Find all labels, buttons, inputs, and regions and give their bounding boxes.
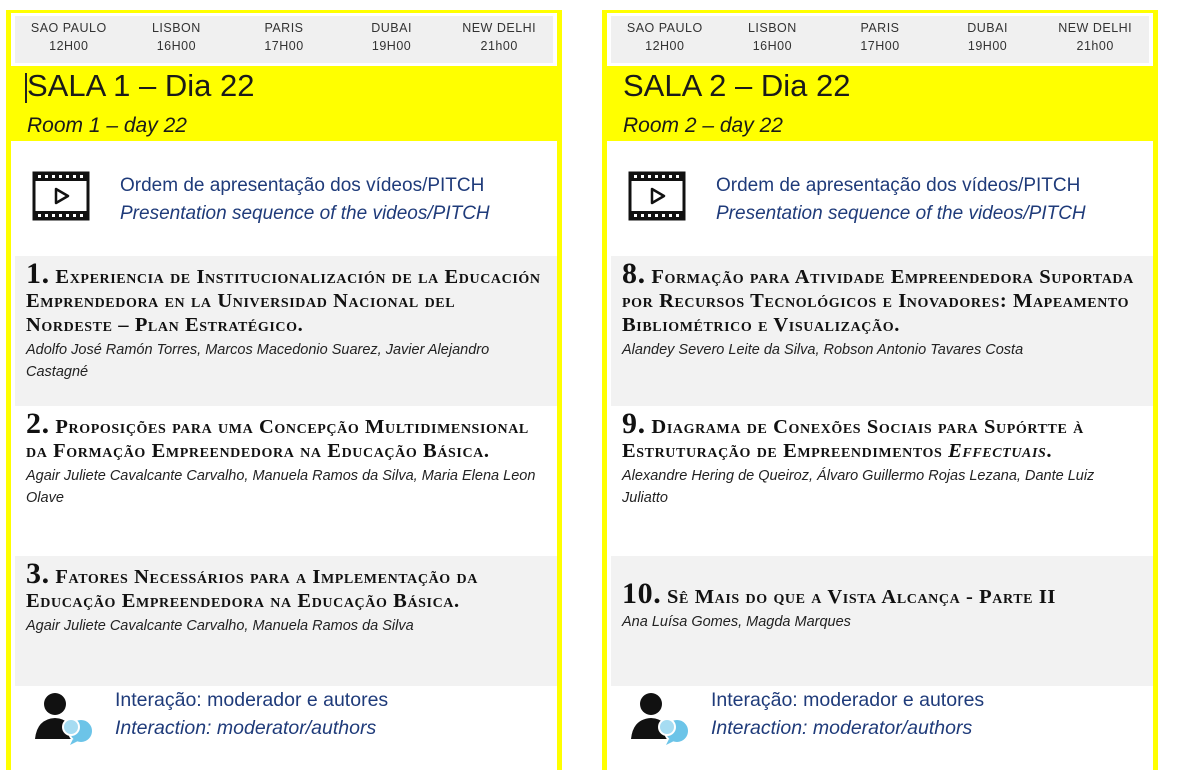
presentation-authors: Ana Luísa Gomes, Magda Marques — [622, 614, 851, 630]
presentation-item — [15, 406, 557, 556]
timezone-time: 17H00 — [264, 39, 304, 53]
presentation-number: 8. — [622, 257, 646, 290]
room-subtitle: Room 2 – day 22 — [623, 114, 783, 137]
presentation-title-text: Experiencia de Institucionalización de la Educación Emprendedora en la Universidad Nacional del Nordeste – Plan Estratégico. — [26, 266, 541, 336]
room-1-panel — [6, 10, 562, 770]
timezone-time: 16H00 — [156, 39, 197, 53]
room-subtitle: Room 1 – day 22 — [27, 114, 187, 137]
presentation-title-text: Diagrama de Conexões Sociais para Supórtte à Estruturação de Empreendimentos — [622, 416, 1084, 462]
timezone-dubai — [934, 16, 1042, 63]
room-2-panel — [602, 10, 1158, 770]
interaction-row — [607, 685, 1153, 755]
timezone-city: PARIS — [860, 21, 900, 35]
presentation-title — [26, 557, 547, 613]
presentation-number: 1. — [26, 257, 50, 290]
presentation-title-italic: Effectuais — [948, 440, 1047, 462]
presentation-title-end: . — [1046, 440, 1053, 462]
interaction-en: Interaction: moderator/authors — [711, 717, 973, 739]
presentation-number: 3. — [26, 557, 50, 590]
presentation-item — [611, 256, 1153, 406]
presentation-title — [26, 257, 547, 337]
timezone-paris — [826, 16, 934, 63]
timezone-city: NEW DELHI — [1058, 21, 1133, 35]
interaction-pt: Interação: moderador e autores — [711, 689, 985, 711]
interaction-row — [11, 685, 557, 755]
timezone-time: 21h00 — [480, 39, 518, 53]
timezone-city: PARIS — [264, 21, 304, 35]
presentation-title — [622, 407, 1143, 463]
timezone-city: NEW DELHI — [462, 21, 537, 35]
timezone-dubai — [338, 16, 446, 63]
timezone-new-delhi — [1041, 16, 1149, 63]
presentation-item — [611, 406, 1153, 556]
presentation-title — [26, 407, 547, 463]
interaction-pt: Interação: moderador e autores — [115, 689, 389, 711]
timezone-city: LISBON — [747, 21, 797, 35]
timezone-sao-paulo — [611, 16, 719, 63]
timezone-lisbon — [123, 16, 231, 63]
presentation-number: 2. — [26, 407, 50, 440]
presentation-title-text: Sê Mais do que a Vista Alcança - Parte II — [661, 586, 1056, 608]
timezone-time: 19H00 — [967, 39, 1008, 53]
presentation-title — [622, 257, 1143, 337]
presentation-title-text: Proposições para uma Concepção Multidimensional da Formação Empreendedora na Educação Básica. — [26, 416, 529, 462]
presentation-item — [611, 556, 1153, 686]
timezone-city: SAO PAULO — [30, 21, 107, 35]
timezone-city: SAO PAULO — [626, 21, 703, 35]
video-sequence-pt: Ordem de apresentação dos vídeos/PITCH — [716, 175, 1081, 196]
presentation-number: 10. — [622, 577, 662, 610]
video-sequence-row — [607, 163, 1153, 233]
timezone-lisbon — [719, 16, 827, 63]
film-play-icon — [32, 171, 90, 221]
presentation-item — [15, 256, 557, 406]
timezone-bar — [15, 16, 553, 63]
presentation-item — [15, 556, 557, 686]
video-sequence-en: Presentation sequence of the videos/PITCH — [120, 203, 490, 224]
presentation-title-text: Fatores Necessários para a Implementação da Educação Empreendedora na Educação Básica. — [26, 566, 478, 612]
presentation-authors: Alexandre Hering de Queiroz, Álvaro Guillermo Rojas Lezana, Dante Luiz Juliatto — [622, 468, 1095, 506]
timezone-city: LISBON — [151, 21, 201, 35]
presentation-authors: Agair Juliete Cavalcante Carvalho, Manuela Ramos da Silva — [26, 618, 414, 634]
film-play-icon — [628, 171, 686, 221]
room-title: SALA 2 – Dia 22 — [623, 68, 851, 103]
timezone-time: 21h00 — [1076, 39, 1114, 53]
presentation-authors: Alandey Severo Leite da Silva, Robson Antonio Tavares Costa — [622, 342, 1024, 358]
timezone-city: DUBAI — [967, 21, 1008, 35]
room-header — [11, 66, 557, 141]
video-sequence-en: Presentation sequence of the videos/PITCH — [716, 203, 1086, 224]
timezone-bar — [611, 16, 1149, 63]
presentation-authors: Adolfo José Ramón Torres, Marcos Macedonio Suarez, Javier Alejandro Castagné — [26, 342, 490, 380]
presentation-authors: Agair Juliete Cavalcante Carvalho, Manuela Ramos da Silva, Maria Elena Leon Olave — [26, 468, 536, 506]
timezone-sao-paulo — [15, 16, 123, 63]
user-chat-icon — [629, 689, 693, 747]
timezone-time: 19H00 — [371, 39, 412, 53]
room-header — [607, 66, 1153, 141]
timezone-time: 12H00 — [49, 39, 89, 53]
timezone-paris — [230, 16, 338, 63]
presentation-number: 9. — [622, 407, 646, 440]
timezone-new-delhi — [445, 16, 553, 63]
presentation-title — [622, 577, 1143, 610]
interaction-en: Interaction: moderator/authors — [115, 717, 377, 739]
room-title: SALA 1 – Dia 22 — [27, 68, 255, 103]
timezone-time: 17H00 — [860, 39, 900, 53]
timezone-time: 16H00 — [752, 39, 793, 53]
timezone-city: DUBAI — [371, 21, 412, 35]
video-sequence-row — [11, 163, 557, 233]
timezone-time: 12H00 — [645, 39, 685, 53]
video-sequence-pt: Ordem de apresentação dos vídeos/PITCH — [120, 175, 485, 196]
presentation-title-text: Formação para Atividade Empreendedora Suportada por Recursos Tecnológicos e Inovadores: Mapeamento Bibliométrico e Visualização. — [622, 266, 1134, 336]
user-chat-icon — [33, 689, 97, 747]
